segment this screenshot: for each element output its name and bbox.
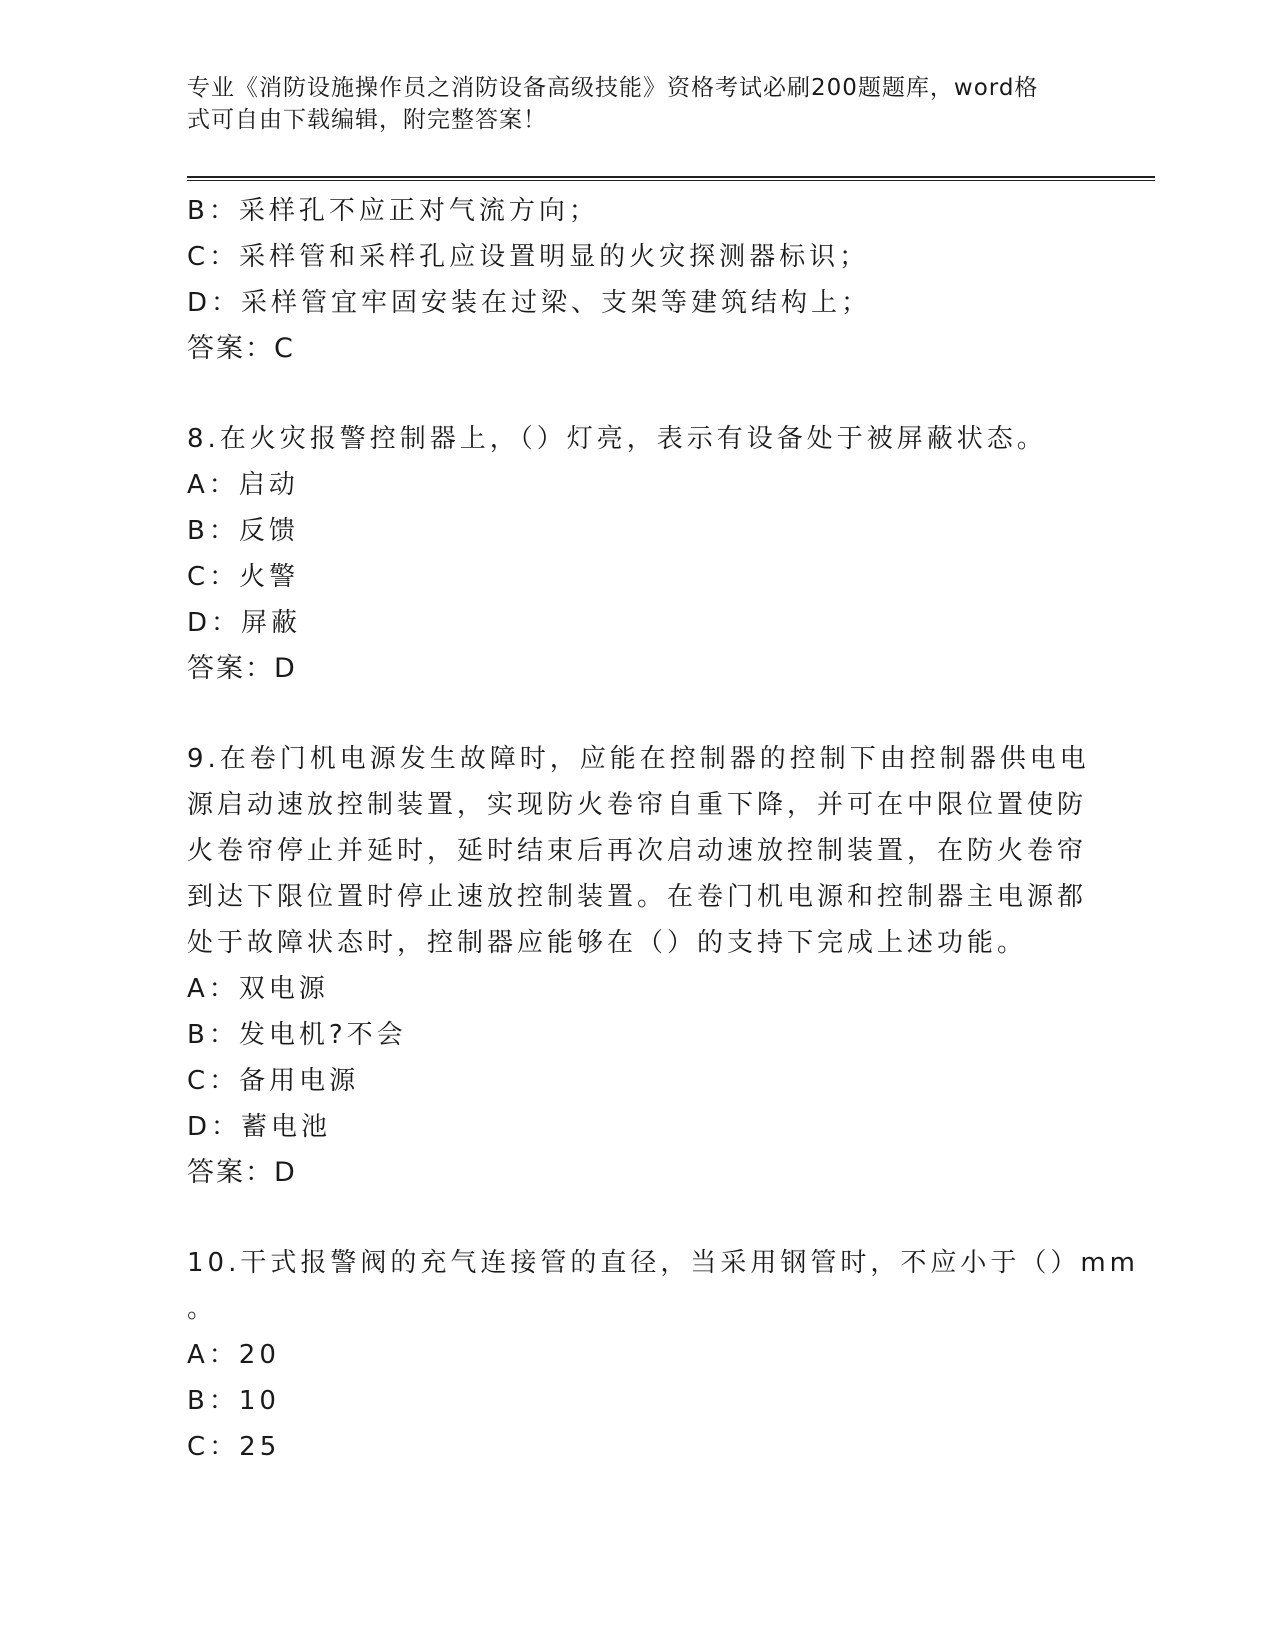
header-line-2: 式可自由下载编辑，附完整答案！: [187, 107, 547, 133]
option-d: D：屏蔽: [187, 608, 302, 638]
question-stem-line: 10.干式报警阀的充气连接管的直径，当采用钢管时，不应小于（）mm: [187, 1248, 1140, 1278]
option-c: C：火警: [187, 562, 300, 592]
option-c: C：25: [187, 1432, 281, 1462]
option-b: B：发电机?不会: [187, 1020, 407, 1050]
option-a: A：20: [187, 1340, 280, 1370]
question-7: [187, 188, 1087, 372]
question-stem-line: 到达下限位置时停止速放控制装置。在卷门机电源和控制器主电源都: [187, 882, 1088, 912]
option-a: A：双电源: [187, 974, 329, 1004]
question-8: [187, 416, 1087, 692]
option-c: C：备用电源: [187, 1066, 360, 1096]
document-header: [187, 72, 1067, 136]
question-stem: 8.在火灾报警控制器上，（）灯亮，表示有设备处于被屏蔽状态。: [187, 424, 1047, 454]
option-c: C：采样管和采样孔应设置明显的火灾探测器标识；: [187, 242, 870, 272]
question-stem-line: 源启动速放控制装置，实现防火卷帘自重下降，并可在中限位置使防: [187, 790, 1088, 820]
question-stem-line: 。: [187, 1294, 218, 1324]
question-10: [187, 1240, 1140, 1470]
question-9: [187, 736, 1090, 1196]
answer: 答案：D: [187, 653, 297, 684]
header-line-1: 专业《消防设施操作员之消防设备高级技能》资格考试必刷200题题库，word格: [187, 75, 1039, 101]
option-a: A：启动: [187, 470, 299, 500]
option-b: B：反馈: [187, 516, 299, 546]
question-stem-line: 9.在卷门机电源发生故障时，应能在控制器的控制下由控制器供电电: [187, 744, 1090, 774]
option-d: D：采样管宜牢固安装在过梁、支架等建筑结构上；: [187, 288, 872, 318]
question-stem-line: 火卷帘停止并延时，延时结束后再次启动速放控制装置，在防火卷帘: [187, 836, 1088, 866]
option-b: B：采样孔不应正对气流方向；: [187, 196, 599, 226]
answer: 答案：C: [187, 333, 295, 364]
header-divider: [187, 176, 1155, 181]
answer: 答案：D: [187, 1157, 297, 1188]
question-list: [187, 188, 1140, 1470]
question-stem-line: 处于故障状态时，控制器应能够在（）的支持下完成上述功能。: [187, 928, 1028, 958]
option-b: B：10: [187, 1386, 280, 1416]
option-d: D：蓄电池: [187, 1112, 332, 1142]
